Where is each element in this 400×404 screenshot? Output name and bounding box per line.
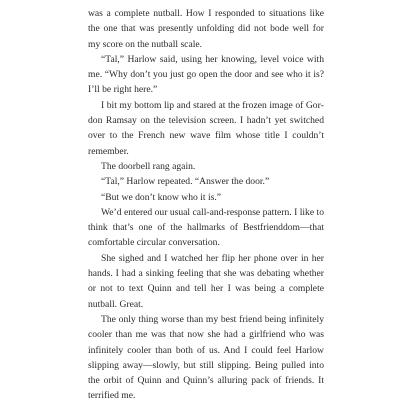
paragraph-5: “Tal,” Harlow repeated. “Answer the door.” [101,176,270,188]
paragraph-6: “But we don’t know who it is.” [101,191,222,203]
paragraph-2: “Tal,” Harlow said, using her knowing, level voice with me. “Why don’t you just go open the door and see who it is? I’ll be right here.” [88,53,324,96]
book-page-text [88,6,324,404]
paragraph-3: I bit my bottom lip and stared at the frozen image of Gordon Ramsay on the television screen. I hadn’t yet switched over to the French new wave film whose title I couldn’t remember. [88,99,324,157]
paragraph-8: She sighed and I watched her flip her phone over in her hands. I had a sinking feeling that she was debating whether or not to text Quinn and tell her I was being a complete nutball. Great. [88,252,324,310]
paragraph-4: The doorbell rang again. [101,160,196,172]
paragraph-1: was a complete nutball. How I responded to situations like the one that was presently unfolding did not bode well for my score on the nutball scale. [88,8,324,50]
paragraph-9: The only thing worse than my best friend being infinitely cooler than me was that now she had a girlfriend who was infinitely cooler than both of us. And I could feel Harlow slipping away—slowly, but still slipping. Being pulled into the orbit of Quinn and Quinn’s alluring pack of friends. It terrified me. [88,313,324,402]
paragraph-7: We’d entered our usual call-and-response pattern. I like to think that’s one of the hallmarks of Bestfrienddom—that comfortable circular conversation. [88,206,324,249]
